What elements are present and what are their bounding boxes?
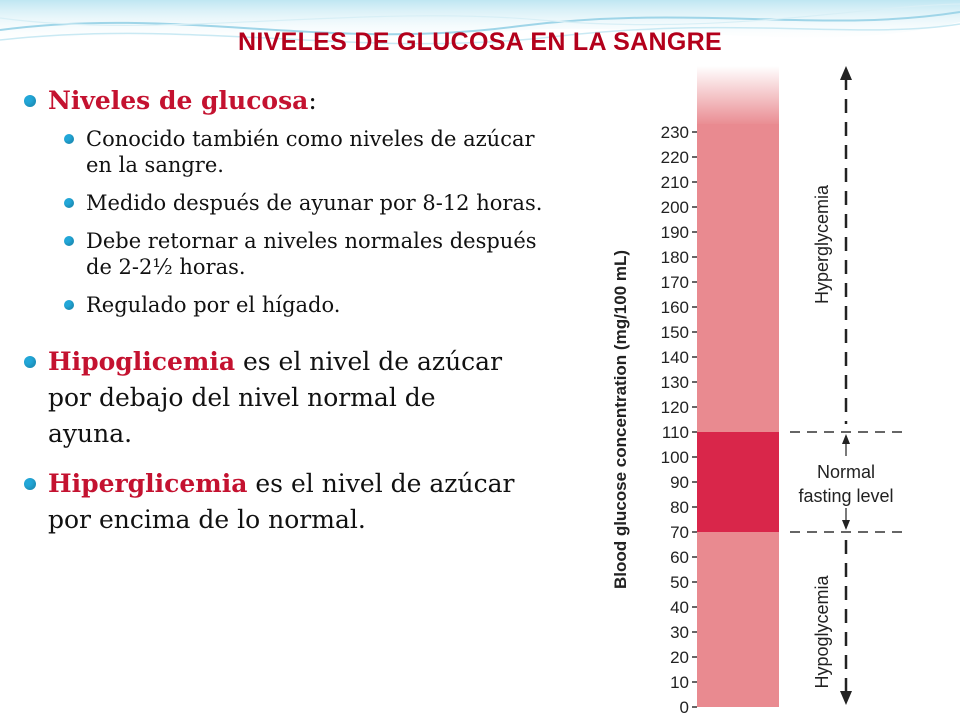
column-band-hyperglycemia xyxy=(697,124,779,432)
sub-bullet-list xyxy=(22,126,582,318)
y-axis-tick-label: 190 xyxy=(660,223,689,242)
y-axis-tick-label: 200 xyxy=(660,198,689,217)
y-axis-tick-label: 20 xyxy=(670,648,689,667)
glucose-level-diagram xyxy=(600,62,960,720)
y-axis-tick-label: 0 xyxy=(679,698,689,717)
column-band-normal xyxy=(697,432,779,532)
sub-bullet-item xyxy=(64,126,556,178)
y-axis-tick-label: 80 xyxy=(670,498,689,517)
y-axis-label: Blood glucose concentration (mg/100 mL) xyxy=(611,249,630,590)
y-axis-tick-label: 140 xyxy=(660,348,689,367)
arrow-down-small-icon xyxy=(842,520,850,530)
y-axis-tick-label: 10 xyxy=(670,673,689,692)
bullet-list xyxy=(22,84,582,538)
hiperglicemia-definition: es el nivel de azúcar por encima de lo normal. xyxy=(48,469,515,534)
column-band-hypoglycemia xyxy=(697,532,779,707)
y-axis-tick-label: 40 xyxy=(670,598,689,617)
arrow-up-small-icon xyxy=(842,434,850,444)
y-axis-tick-label: 70 xyxy=(670,523,689,542)
hipoglicemia-term: Hipoglicemia xyxy=(48,347,236,376)
bullet-niveles-heading: Niveles de glucosa xyxy=(48,86,309,115)
hyperglycemia-label: Hyperglycemia xyxy=(812,184,832,305)
normal-fasting-label-line2: fasting level xyxy=(798,486,894,506)
sub-bullet-dot-icon xyxy=(64,236,74,246)
y-axis-tick-label: 150 xyxy=(660,323,689,342)
bullet-niveles xyxy=(22,86,582,116)
hipoglicemia-definition: es el nivel de azúcar por debajo del nivel normal de ayuna. xyxy=(48,347,503,448)
y-axis-tick-label: 160 xyxy=(660,298,689,317)
y-axis-tick-label: 120 xyxy=(660,398,689,417)
sub-bullet-item xyxy=(64,228,556,280)
column-top-fade xyxy=(697,66,779,126)
sub-bullet-text: Regulado por el hígado. xyxy=(86,293,341,317)
sub-bullet-dot-icon xyxy=(64,300,74,310)
sub-bullet-item xyxy=(64,292,556,318)
y-axis-tick-label: 170 xyxy=(660,273,689,292)
arrow-down-icon xyxy=(840,691,852,705)
bullet-hiperglicemia xyxy=(22,466,548,538)
sub-bullet-dot-icon xyxy=(64,134,74,144)
y-axis-tick-label: 230 xyxy=(660,123,689,142)
y-axis-tick-label: 110 xyxy=(661,423,689,442)
y-axis-tick-label: 220 xyxy=(660,148,689,167)
y-axis-tick-label: 100 xyxy=(660,448,689,467)
slide-title: NIVELES DE GLUCOSA EN LA SANGRE xyxy=(238,28,722,56)
bullet-dot-icon xyxy=(24,95,36,107)
y-axis-tick-label: 50 xyxy=(670,573,689,592)
y-axis-tick-label: 60 xyxy=(670,548,689,567)
arrow-up-icon xyxy=(840,66,852,80)
sub-bullet-text: Conocido también como niveles de azúcar en la sangre. xyxy=(86,127,535,177)
y-axis-tick-label: 130 xyxy=(660,373,689,392)
y-axis-tick-label: 180 xyxy=(660,248,689,267)
sub-bullet-dot-icon xyxy=(64,198,74,208)
hiperglicemia-term: Hiperglicemia xyxy=(48,469,248,498)
y-axis-tick-label: 90 xyxy=(670,473,689,492)
bullet-niveles-colon: : xyxy=(308,86,317,115)
y-axis-tick-label: 210 xyxy=(660,173,689,192)
normal-fasting-label-line1: Normal xyxy=(816,462,876,482)
sub-bullet-item xyxy=(64,190,556,216)
bullet-hipoglicemia xyxy=(22,344,508,452)
sub-bullet-text: Debe retornar a niveles normales después de 2-2½ horas. xyxy=(86,229,537,279)
hypoglycemia-label: Hypoglycemia xyxy=(812,575,832,689)
bullet-dot-icon xyxy=(24,478,36,490)
y-axis-tick-label: 30 xyxy=(670,623,689,642)
sub-bullet-text: Medido después de ayunar por 8-12 horas. xyxy=(86,191,543,215)
bullet-dot-icon xyxy=(24,356,36,368)
